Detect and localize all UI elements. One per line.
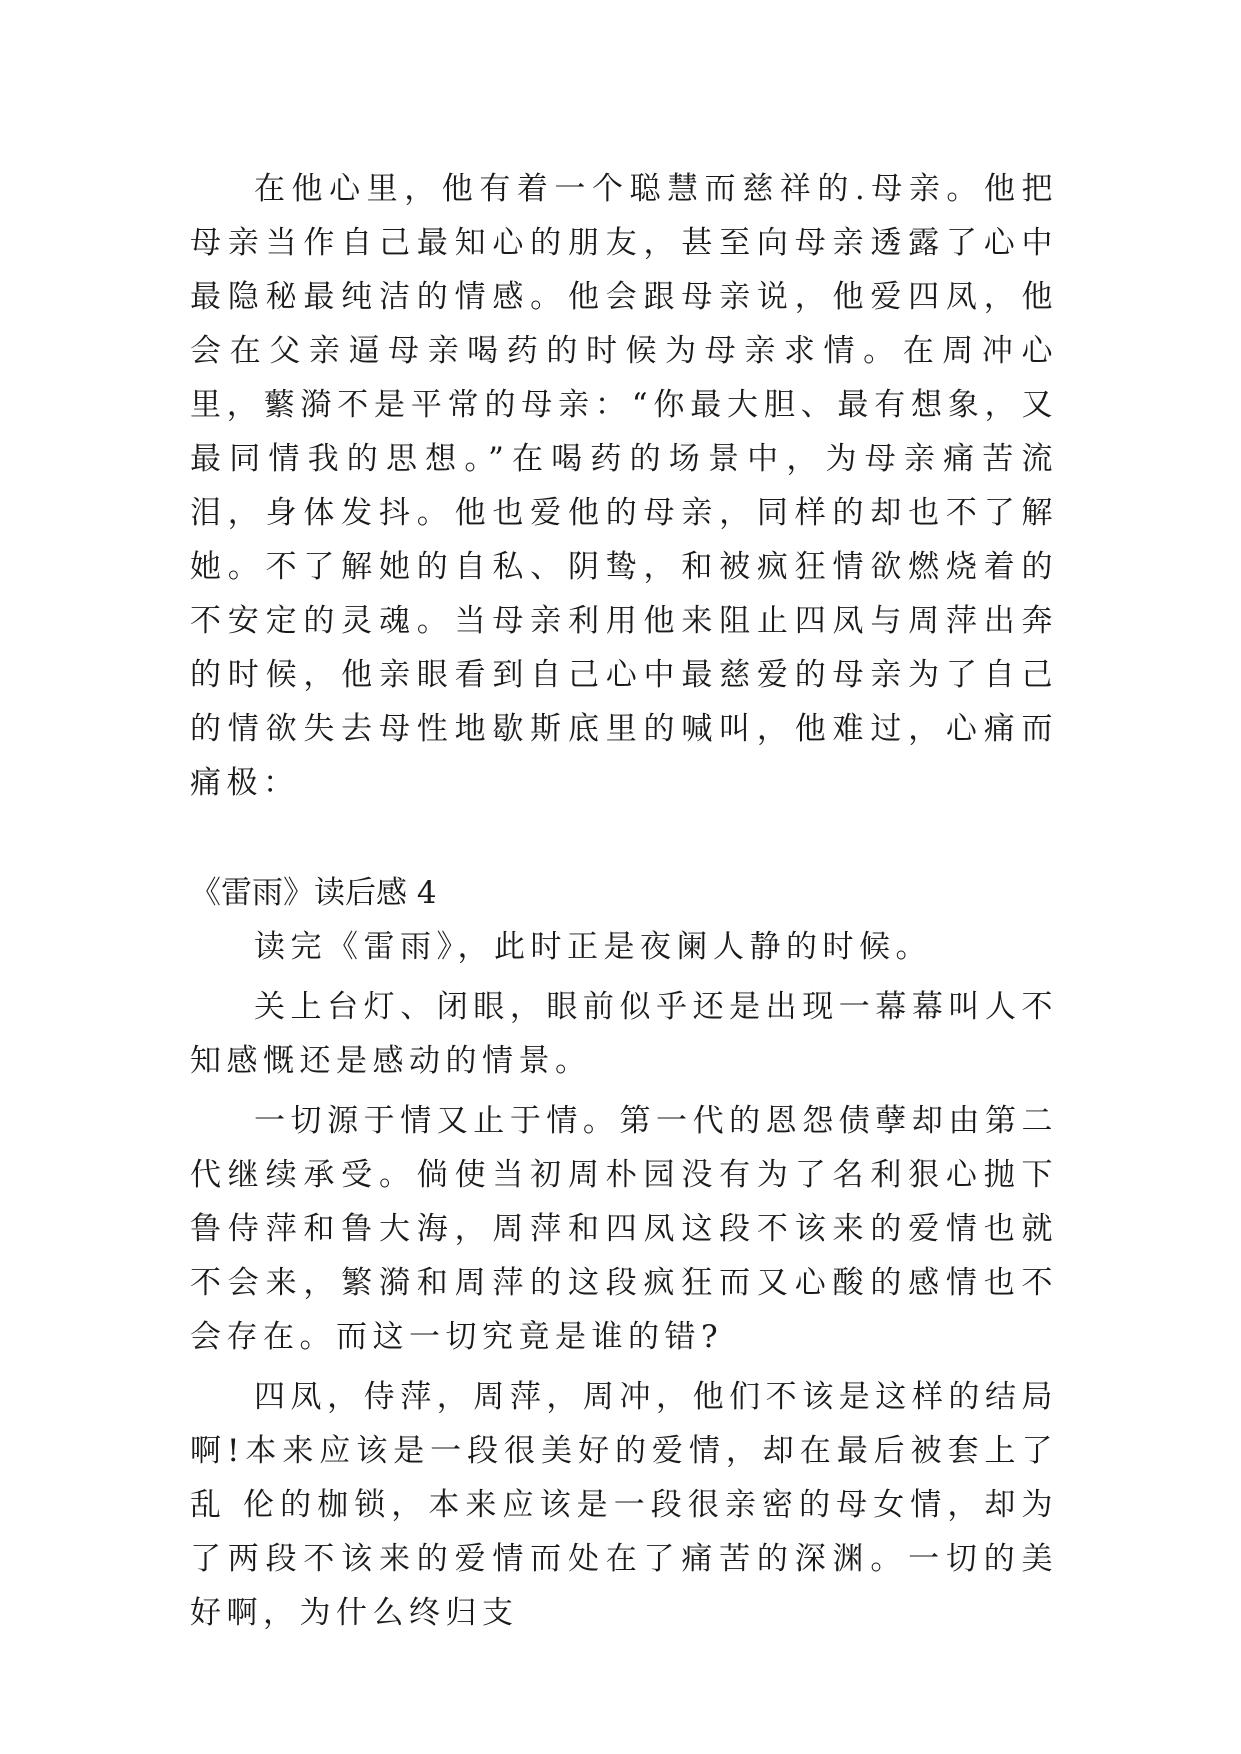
- paragraph-origin-of-love: 一切源于情又止于情。第一代的恩怨债孽却由第二代继续承受。倘使当初周朴园没有为了名利狠心抛下鲁侍萍和鲁大海，周萍和四凤这段不该来的爱情也就不会来，繁漪和周萍的这段疯狂而又心酸的感情也不会存在。而这一切究竟是谁的错?: [190, 1103, 1058, 1355]
- paragraph-characters-fate: 四凤，侍萍，周萍，周冲，他们不该是这样的结局啊!本来应该是一段很美好的爱情，却在最后被套上了乱 伦的枷锁，本来应该是一段很亲密的母女情，却为了两段不该来的爱情而处在了痛苦的深渊。一切的美好啊，为什么终归支: [190, 1379, 1058, 1631]
- section-title: 《雷雨》读后感 4: [190, 875, 437, 911]
- document-body: [190, 162, 1058, 1640]
- paragraph-finished-reading: 读完《雷雨》，此时正是夜阑人静的时候。: [254, 929, 932, 965]
- paragraph-zhou-chong-mother: 在他心里，他有着一个聪慧而慈祥的.母亲。他把母亲当作自己最知心的朋友，甚至向母亲透露了心中最隐秘最纯洁的情感。他会跟母亲说，他爱四凤，他会在父亲逼母亲喝药的时候为母亲求情。在周冲心里，蘩漪不是平常的母亲：“你最大胆、最有想象，又最同情我的思想。”在喝药的场景中，为母亲痛苦流泪，身体发抖。他也爱他的母亲，同样的却也不了解她。不了解她的自私、阴鸷，和被疯狂情欲燃烧着的不安定的灵魂。当母亲利用他来阻止四凤与周萍出奔的时候，他亲眼看到自己心中最慈爱的母亲为了自己的情欲失去母性地歇斯底里的喊叫，他难过，心痛而痛极：: [190, 171, 1058, 801]
- paragraph-close-lamp: 关上台灯、闭眼，眼前似乎还是出现一幕幕叫人不知感慨还是感动的情景。: [190, 989, 1058, 1079]
